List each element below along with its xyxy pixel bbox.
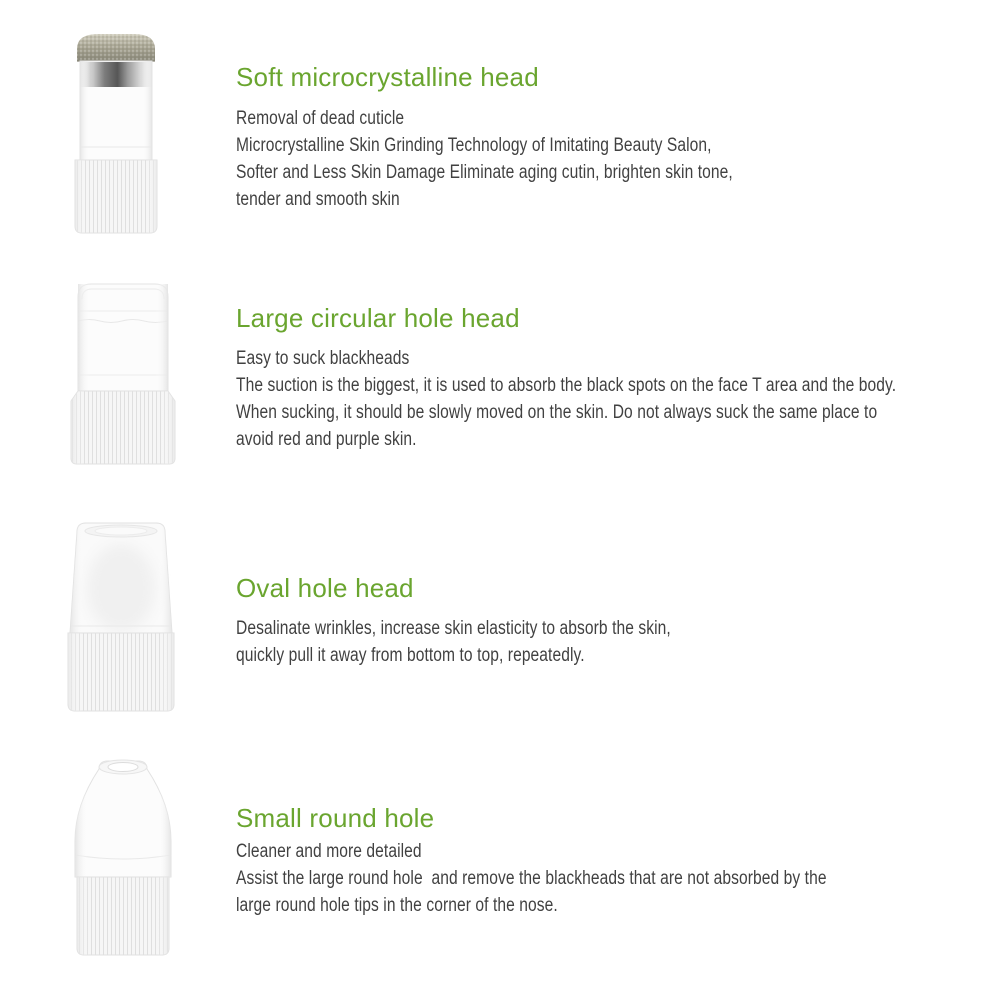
microcrystalline-head-image [68, 30, 164, 235]
description-line: quickly pull it away from bottom to top, repeatedly. [236, 645, 585, 666]
description-line: The suction is the biggest, it is used to absorb the black spots on the face T area and the body. [236, 375, 897, 396]
section-description [236, 105, 842, 213]
large-circular-hole-head-image [67, 281, 180, 467]
section-heading: Soft microcrystalline head [236, 62, 539, 92]
section-description [236, 345, 1000, 453]
description-line: tender and smooth skin [236, 189, 400, 210]
large-circular-hole-head-photo [67, 281, 180, 467]
description-line: avoid red and purple skin. [236, 429, 417, 450]
description-line: Removal of dead cuticle [236, 108, 405, 129]
description-line: Desalinate wrinkles, increase skin elasticity to absorb the skin, [236, 618, 671, 639]
section-heading: Large circular hole head [236, 303, 520, 333]
section-heading: Small round hole [236, 803, 435, 833]
description-line: Easy to suck blackheads [236, 348, 410, 369]
section-description [236, 615, 766, 669]
microcrystalline-head-photo [68, 30, 164, 235]
oval-hole-head-photo [62, 518, 180, 714]
description-line: Microcrystalline Skin Grinding Technology of Imitating Beauty Salon, [236, 135, 712, 156]
small-round-hole-head-photo [70, 755, 176, 957]
oval-hole-head-image [62, 518, 180, 714]
small-round-hole-head-image [70, 755, 176, 957]
section-heading: Oval hole head [236, 573, 414, 603]
description-line: Softer and Less Skin Damage Eliminate aging cutin, brighten skin tone, [236, 162, 733, 183]
description-line: large round hole tips in the corner of the nose. [236, 895, 558, 916]
description-line: Cleaner and more detailed [236, 841, 422, 862]
section-description [236, 838, 956, 919]
description-line: When sucking, it should be slowly moved on the skin. Do not always suck the same place to [236, 402, 878, 423]
description-line: Assist the large round hole and remove the blackheads that are not absorbed by the [236, 868, 827, 889]
